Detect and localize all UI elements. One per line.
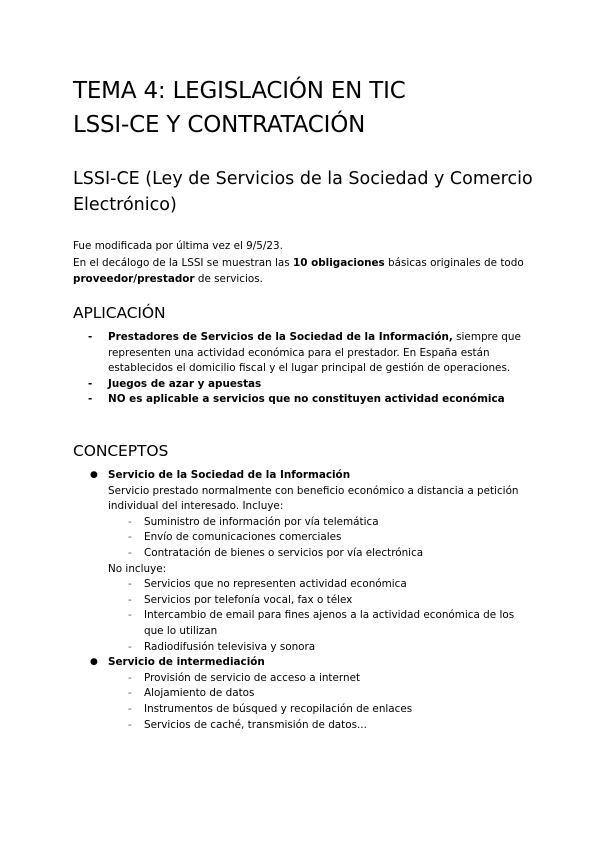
item-bold-text: NO es aplicable a servicios que no constituyen actividad económica [108,393,505,406]
intermediacion-list [108,671,530,733]
list-item [88,392,528,408]
list-item [128,686,530,702]
item-bold-text: Juegos de azar y apuestas [108,377,262,390]
list-item [128,515,530,531]
list-item [128,593,530,609]
concept-item-intermediacion [90,655,530,733]
item-text: Servicios que no representen actividad económica [144,578,407,591]
item-text: Radiodifusión televisiva y sonora [144,640,316,653]
dash-marker: - [128,702,132,715]
dash-marker: - [128,640,132,653]
dash-marker: - [128,546,132,559]
page-title [73,74,573,142]
dash-marker: - [128,578,132,591]
section-subtitle: LSSI-CE (Ley de Servicios de la Sociedad y Comercio Electrónico) [73,169,533,215]
bullet-icon: ● [90,657,98,668]
aplicacion-list [88,330,528,408]
concept-title: Servicio de la Sociedad de la Información [108,469,351,481]
dash-marker: - [88,377,93,390]
concept-item-ssi [90,468,530,655]
excludes-label: No incluye: [108,562,167,575]
item-text: Alojamiento de datos [144,687,255,700]
item-text: Servicios de caché, transmisión de datos... [144,718,367,731]
list-item [128,718,530,734]
excludes-list [108,577,530,655]
intro-paragraph [73,238,533,288]
list-item [128,608,530,639]
intro-bold-proveedor: proveedor/prestador [73,273,195,285]
aplicacion-heading: APLICACIÓN [73,304,166,322]
intro-line-2-end: de servicios. [194,273,263,285]
item-text: Provisión de servicio de acceso a internet [144,671,361,684]
dash-marker: - [128,531,132,544]
list-item [128,577,530,593]
conceptos-heading: CONCEPTOS [73,442,169,460]
list-item [88,377,528,393]
list-item [128,530,530,546]
includes-list [108,515,530,562]
list-item [128,546,530,562]
list-item [128,702,530,718]
concept-description: Servicio prestado normalmente con beneficio económico a distancia a petición individual del interesado. Incluye: [108,484,519,513]
item-text: Intercambio de email para fines ajenos a la actividad económica de los que lo utilizan [144,609,515,637]
dash-marker: - [128,515,132,528]
list-item [88,330,528,377]
item-text: siempre que representen una actividad económica para el prestador. En España están establecidos el domicilio fiscal y el lugar principal de gestión de operaciones. [108,331,521,375]
dash-marker: - [128,687,132,700]
list-item [128,640,530,656]
bullet-icon: ● [90,470,98,480]
item-text: Suministro de información por vía telemática [144,515,379,528]
dash-marker: - [128,593,132,606]
item-text: Contratación de bienes o servicios por vía electrónica [144,546,424,559]
dash-marker: - [88,393,93,406]
dash-marker: - [128,671,132,684]
title-line-1: TEMA 4: LEGISLACIÓN EN TIC [73,78,406,104]
item-bold-text: Prestadores de Servicios de la Sociedad de la Información, [108,331,453,343]
dash-marker: - [128,718,132,731]
intro-line-2-post: básicas originales de todo [384,256,524,269]
intro-line-2-pre: En el decálogo de la LSSI se muestran las [73,256,293,269]
conceptos-list [90,468,530,733]
item-text: Servicios por telefonía vocal, fax o télex [144,593,353,606]
item-text: Instrumentos de búsqued y recopilación de enlaces [144,702,413,715]
intro-line-1: Fue modificada por última vez el 9/5/23. [73,240,283,252]
intro-bold-obligaciones: 10 obligaciones [293,256,385,269]
dash-marker: - [128,609,132,622]
title-line-2: LSSI-CE Y CONTRATACIÓN [73,112,366,138]
concept-title: Servicio de intermediación [108,656,265,669]
item-text: Envío de comunicaciones comerciales [144,531,342,544]
dash-marker: - [88,331,93,343]
list-item [128,671,530,687]
